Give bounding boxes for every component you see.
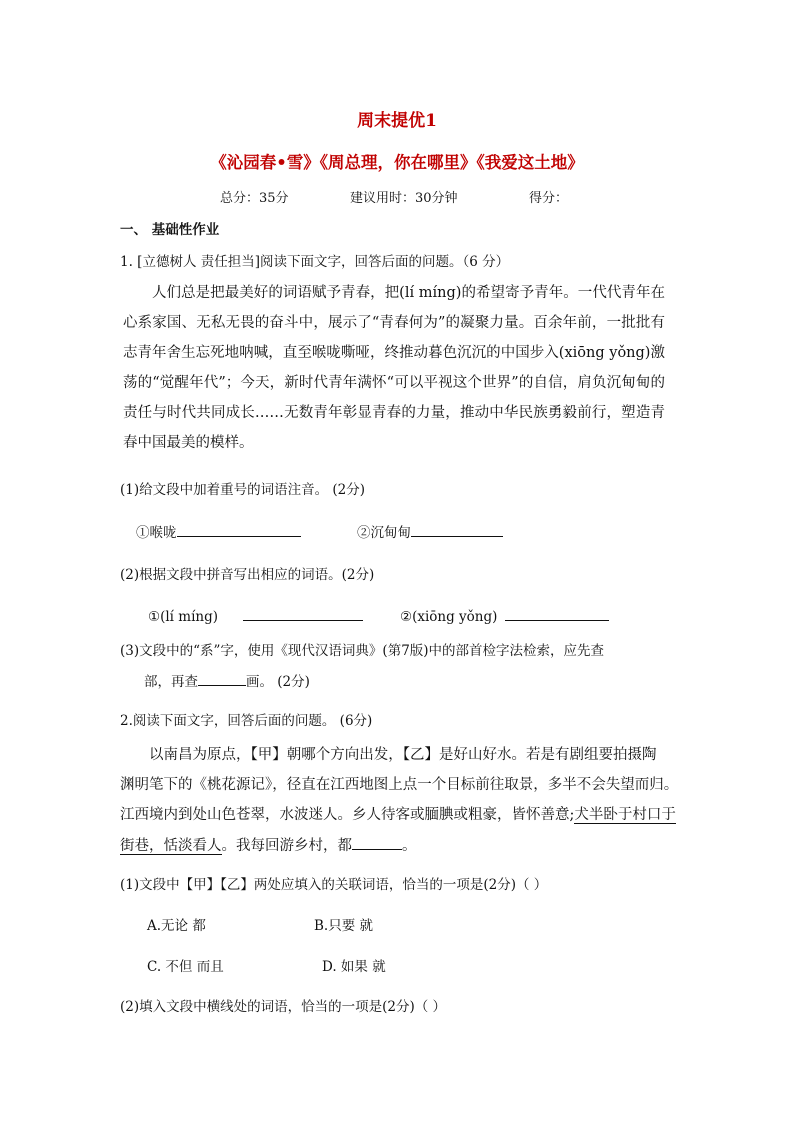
meta-time: 建议用时：30分钟 — [350, 191, 458, 206]
doc-title: 周末提优1 — [357, 111, 437, 131]
section-heading: 一、 基础性作业 — [120, 222, 220, 238]
answer-blank[interactable] — [352, 835, 402, 850]
q2-option-b[interactable]: B.只要 就 — [314, 918, 374, 934]
q1-sub1-b — [357, 521, 503, 541]
q1-sub3-part-a: 部，再查 — [144, 674, 198, 690]
q1-sub3-part-b: 画。 (2分) — [246, 674, 310, 690]
question-2-stem: 2.阅读下面文字，回答后面的问题。 (6分) — [120, 713, 373, 729]
q1-sub1: (1)给文段中加着重号的词语注音。 (2分) — [120, 482, 366, 498]
q2-passage-line3 — [120, 803, 676, 824]
meta-score: 得分： — [529, 191, 569, 206]
q2-sub2: (2)填入文段中横线处的词语，恰当的一项是(2分)（ ） — [120, 999, 447, 1015]
q1-sub2: (2)根据文段中拼音写出相应的词语。(2分) — [120, 567, 375, 583]
q2-option-c[interactable]: C. 不但 而且 — [147, 959, 224, 975]
q1-sub1-a-label: ①喉咙 — [136, 525, 177, 541]
meta-total: 总分：35分 — [220, 191, 289, 206]
q2-passage-line2: 渊明笔下的《桃花源记》，径直在江西地图上点一个目标前往取景，多半不会失望而归。 — [120, 777, 679, 793]
q2-option-d[interactable]: D. 如果 就 — [322, 959, 386, 975]
q2-l4-text: 。我每回游乡村，都 — [221, 838, 352, 854]
answer-blank[interactable] — [177, 522, 301, 537]
q1-sub1-b-label: ②沉甸甸 — [357, 525, 411, 541]
answer-blank[interactable] — [198, 671, 246, 686]
q1-sub3-line1: (3)文段中的“系”字，使用《现代汉语词典》(第7版)中的部首检字法检索，应先查 — [120, 643, 605, 659]
q1-sub2-b-label: ②(xiōng yǒng) — [400, 609, 498, 625]
q1-sub1-a — [136, 521, 301, 541]
q2-passage-line1: 以南昌为原点，【甲】朝哪个方向出发，【乙】是好山好水。若是有剧组要拍摄陶 — [149, 747, 657, 763]
q1-sub3-line2 — [144, 670, 310, 690]
answer-blank[interactable] — [411, 522, 503, 537]
answer-blank[interactable] — [243, 606, 363, 621]
q2-passage-line4 — [120, 834, 417, 855]
q2-l3-underlined: 犬半卧于村口于 — [574, 807, 676, 823]
question-1-passage: 人们总是把最美好的词语赋予青春，把(lí míng)的希望寄予青年。一代代青年在心系家国、无私无畏的奋斗中，展示了“青春何为”的凝聚力量。百余年前，一批批有志青年舍生忘死地呐喊，直至喉咙嘶哑，终推动暮色沉沉的中国步入(xiōng yǒng)激荡的“觉醒年代”；今天，新时代青年满怀“可以平视这个世界”的自信，肩负沉甸甸的责任与时代共同成长……无数青年彰显青春的力量，推动中华民族勇毅前行，塑造青春中国最美的模样。 — [123, 285, 665, 451]
doc-subtitle: 《沁园春•雪》《周总理，你在哪里》《我爱这土地》 — [210, 153, 584, 172]
q2-l3-text: 江西境内到处山色苍翠，水波迷人。乡人待客或腼腆或粗豪，皆怀善意; — [120, 807, 575, 823]
q2-l4-end: 。 — [402, 838, 417, 854]
q1-sub2-a-label: ①(lí míng) — [148, 609, 219, 625]
answer-blank[interactable] — [505, 606, 609, 621]
q1-sub2-b — [400, 606, 609, 625]
question-1-stem: 1. [立德树人 责任担当]阅读下面文字，回答后面的问题。（6 分） — [120, 254, 510, 270]
q2-option-a[interactable]: A.无论 都 — [147, 918, 206, 934]
q1-sub2-a — [148, 606, 363, 625]
q2-l4-underlined: 街巷，恬淡看人 — [120, 838, 222, 854]
q2-sub1: (1)文段中【甲】【乙】两处应填入的关联词语，恰当的一项是(2分)（ ） — [120, 877, 548, 893]
